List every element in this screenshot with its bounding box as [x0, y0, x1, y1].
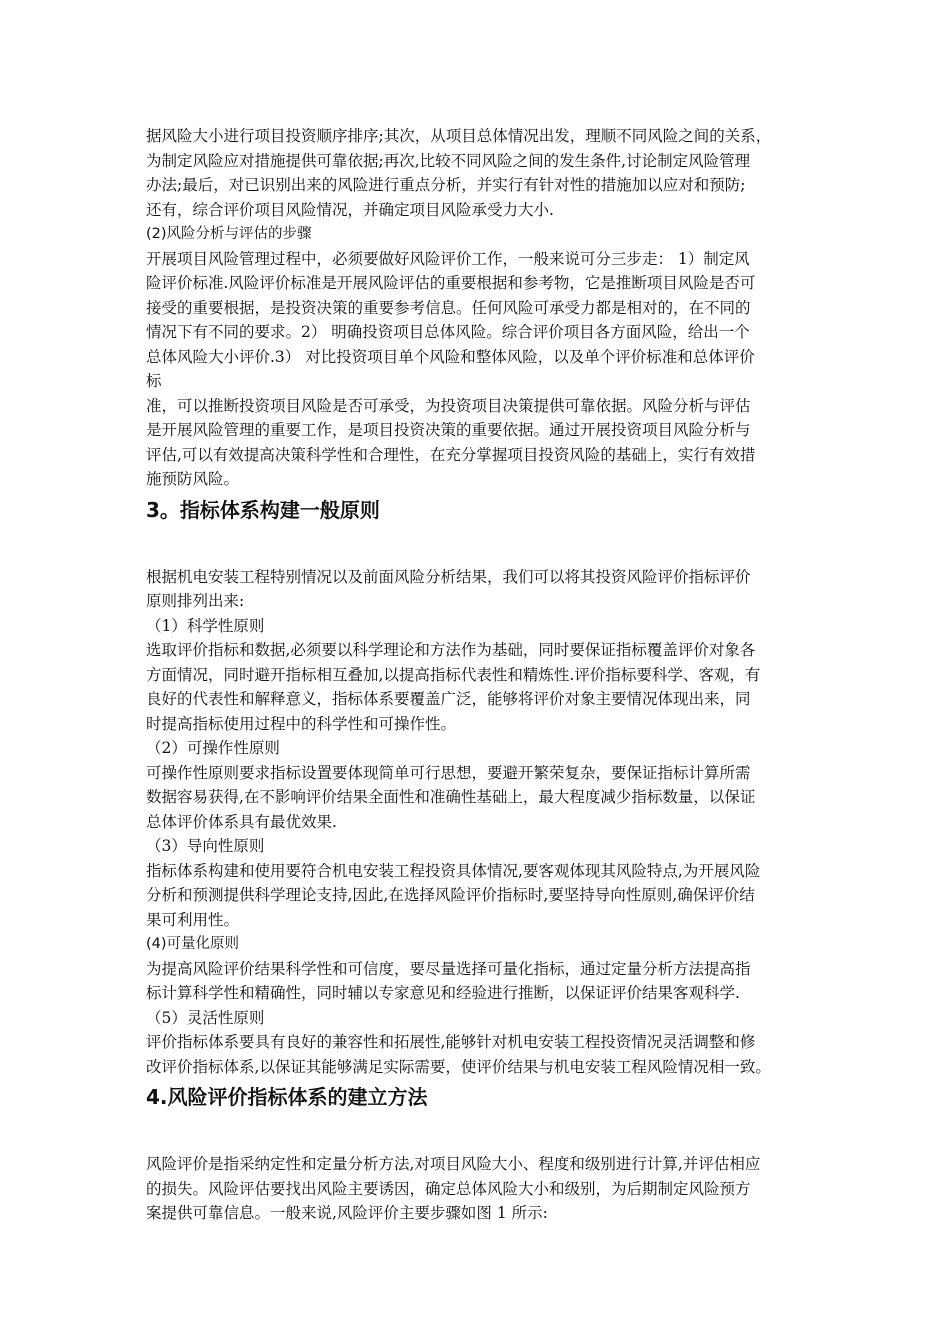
body-line: 的损失。风险评估要找出风险主要诱因，确定总体风险大小和级别，为后期制定风险预方 — [146, 1179, 751, 1198]
section-heading: 4.风险评价指标体系的建立方法 — [146, 1085, 428, 1109]
body-line: 情况下有不同的要求。2） 明确投资项目总体风险。综合评价项目各方面风险，给出一个 — [146, 323, 750, 341]
document-page — [146, 124, 810, 1226]
principle-title: （2）可操作性原则 — [146, 739, 280, 757]
body-line: 为提高风险评价结果科学性和可信度，要尽量选择可量化指标，通过定量分析方法提高指 — [146, 959, 751, 978]
body-line: 险评价标准.风险评价标准是开展风险评估的重要根据和参考物，它是推断项目风险是否可 — [146, 274, 756, 292]
body-line: 办法;最后，对已识别出来的风险进行重点分析，并实行有针对性的措施加以应对和预防; — [146, 176, 746, 194]
body-line: 开展项目风险管理过程中，必须要做好风险评价工作，一般来说可分三步走： 1）制定风 — [146, 249, 750, 268]
principle-title: (4)可量化原则 — [146, 936, 240, 952]
body-line: 原则排列出来: — [146, 592, 245, 610]
body-line: 评估,可以有效提高决策科学性和合理性，在充分掌握项目投资风险的基础上，实行有效措 — [146, 445, 756, 464]
principle-title: （1）科学性原则 — [146, 616, 265, 635]
principle-title: （5）灵活性原则 — [146, 1008, 265, 1027]
subheading: (2)风险分析与评估的步骤 — [146, 226, 312, 242]
body-line: 良好的代表性和解释意义，指标体系要覆盖广泛，能够将评价对象主要情况体现出来，同 — [146, 690, 751, 708]
body-line: 施预防风险。 — [146, 470, 240, 488]
section-top — [146, 124, 810, 492]
section-4 — [146, 1082, 810, 1226]
body-line: 标计算科学性和精确性，同时辅以专家意见和经验进行推断，以保证评价结果客观科学. — [146, 984, 740, 1002]
body-line: 是开展风险管理的重要工作，是项目投资决策的重要依据。通过开展投资项目风险分析与 — [146, 421, 751, 439]
body-line: 据风险大小进行项目投资顺序排序;其次，从项目总体情况出发，理顺不同风险之间的关系， — [146, 127, 772, 145]
body-line: 数据容易获得,在不影响评价结果全面性和准确性基础上，最大程度减少指标数量，以保证 — [146, 788, 756, 806]
spacer — [146, 525, 810, 565]
body-line: 果可利用性。 — [146, 910, 240, 929]
section-heading: 3。指标体系构建一般原则 — [146, 497, 380, 522]
principle-title: （3）导向性原则 — [146, 837, 265, 855]
body-line: 方面情况，同时避开指标相互叠加,以提高指标代表性和精炼性.评价指标要科学、客观，有 — [146, 665, 761, 684]
body-line: 改评价指标体系,以保证其能够满足实际需要，使评价结果与机电安装工程风险情况相一致。 — [146, 1057, 771, 1076]
body-line: 还有，综合评价项目风险情况，并确定项目风险承受力大小. — [146, 200, 554, 219]
spacer — [146, 1112, 810, 1152]
body-line: 总体评价体系具有最优效果. — [146, 812, 337, 831]
body-line: 评价指标体系要具有良好的兼容性和拓展性,能够针对机电安装工程投资情况灵活调整和修 — [146, 1033, 756, 1051]
body-line: 根据机电安装工程特别情况以及前面风险分析结果，我们可以将其投资风险评价指标评价 — [146, 567, 751, 586]
body-line: 选取评价指标和数据,必须要以科学理论和方法作为基础，同时要保证指标覆盖评价对象各 — [146, 641, 756, 659]
body-line: 案提供可靠信息。一般来说,风险评价主要步骤如图 1 所示: — [146, 1204, 548, 1222]
body-line: 准，可以推断投资项目风险是否可承受，为投资项目决策提供可靠依据。风险分析与评估 — [146, 396, 751, 415]
body-line: 风险评价是指采纳定性和定量分析方法,对项目风险大小、程度和级别进行计算,并评估相应 — [146, 1155, 761, 1173]
body-line: 可操作性原则要求指标设置要体现简单可行思想，要避开繁荣复杂，要保证指标计算所需 — [146, 763, 751, 782]
body-line: 时提高指标使用过程中的科学性和可操作性。 — [146, 714, 457, 733]
section-3 — [146, 495, 810, 1080]
body-line: 为制定风险应对措施提供可靠依据;再次,比较不同风险之间的发生条件,讨论制定风险管理 — [146, 151, 751, 170]
body-line: 指标体系构建和使用要符合机电安装工程投资具体情况,要客观体现其风险特点,为开展风险 — [146, 861, 761, 880]
body-line: 标 — [146, 372, 162, 390]
body-line: 分析和预测提供科学理论支持,因此,在选择风险评价指标时,要坚持导向性原则,确保评价结 — [146, 886, 755, 904]
body-line: 总体风险大小评价.3） 对比投资项目单个风险和整体风险，以及单个评价标准和总体评价 — [146, 347, 755, 366]
body-line: 接受的重要根据，是投资决策的重要参考信息。任何风险可承受力都是相对的，在不同的 — [146, 298, 751, 317]
